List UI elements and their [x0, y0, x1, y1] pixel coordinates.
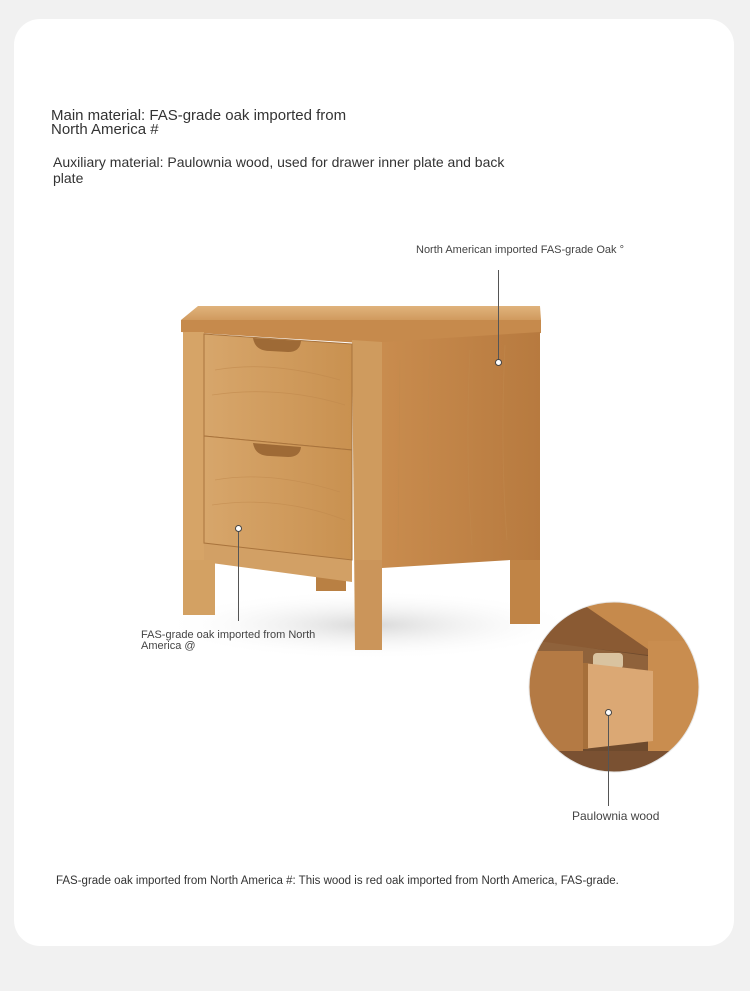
front-right-leg: [355, 560, 382, 650]
front-left-leg: [183, 560, 215, 615]
drawer-oak-leader: [238, 529, 239, 621]
main-material-text: Main material: FAS-grade oak imported from North America #: [51, 107, 347, 138]
paulownia-leader: [608, 716, 609, 806]
drawer-oak-callout: FAS-grade oak imported from North America @: [141, 629, 316, 652]
top-oak-leader: [498, 270, 499, 362]
footnote-text: FAS-grade oak imported from North America #: This wood is red oak imported from North America, FAS-grade.: [56, 875, 619, 887]
drawer-detail-inset: [528, 601, 700, 773]
paulownia-dot: [605, 709, 612, 716]
drawer-oak-dot: [235, 525, 242, 532]
auxiliary-material-text: Auxiliary material: Paulownia wood, used for drawer inner plate and back plate: [53, 154, 505, 186]
top-surface: [181, 306, 541, 320]
top-oak-callout: North American imported FAS-grade Oak °: [416, 244, 624, 256]
top-oak-dot: [495, 359, 502, 366]
paulownia-callout: Paulownia wood: [572, 809, 660, 823]
